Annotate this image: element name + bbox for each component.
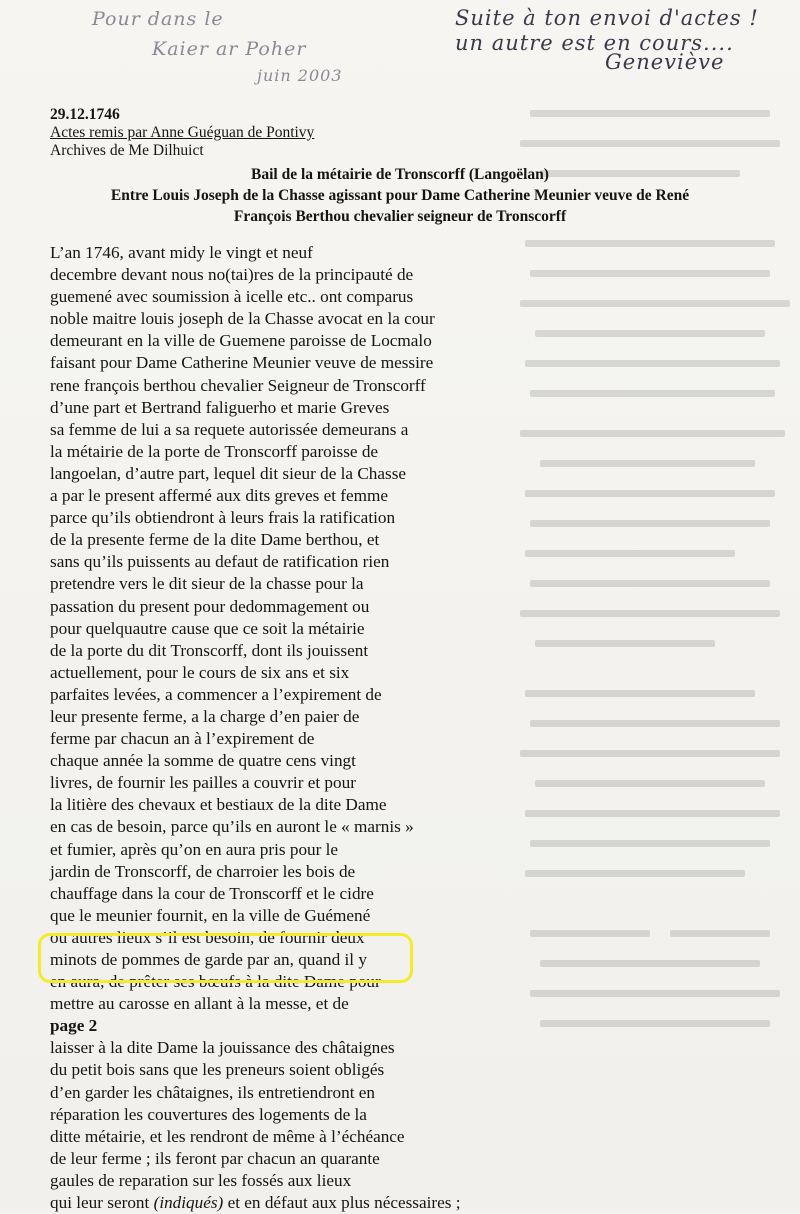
body-line: parfaites levées, a commencer a l’expirement de	[50, 684, 382, 704]
source-line: Actes remis par Anne Guéguan de Pontivy	[50, 124, 315, 141]
body-line: de la porte du dit Tronscorff, dont ils jouissent	[50, 640, 369, 660]
body-line: d’une part et Bertrand faliguerho et marie Greves	[50, 397, 390, 417]
document-body	[50, 242, 490, 1214]
body-line: pretendre vers le dit sieur de la chasse pour la	[50, 574, 364, 594]
body-line: minots de pommes de garde par an, quand il y	[50, 950, 367, 969]
body-line: demeurant en la ville de Guemene paroisse de Locmalo	[50, 331, 432, 351]
document-date: 29.12.1746	[50, 106, 120, 123]
body-line: leur presente ferme, a la charge d’en paier de	[50, 706, 360, 726]
body-line: la litière des chevaux et bestiaux de la dite Dame	[50, 795, 387, 815]
body-line: en cas de besoin, parce qu’ils en auront le « marnis »	[50, 817, 414, 837]
body-line: sans qu’ils puissents au defaut de ratification rien	[50, 552, 390, 572]
body-line: chaque année la somme de quatre cens vingt	[50, 751, 356, 771]
body-line: laisser à la dite Dame la jouissance des châtaignes	[50, 1038, 395, 1058]
body-line: en aura, de prêter ses bœufs à la dite Dame pour	[50, 972, 381, 992]
page-marker: page 2	[50, 1016, 98, 1036]
body-line: L’an 1746, avant midy le vingt et neuf	[50, 243, 313, 262]
title-line-3: François Berthou chevalier seigneur de Tronscorff	[233, 208, 567, 225]
handwritten-note-right: Suite à ton envoi d'actes ! un autre est en cours.... Geneviève	[455, 6, 759, 74]
body-line: de leur ferme ; ils feront par chacun an quarante	[50, 1148, 380, 1168]
body-line: la métairie de la porte de Tronscorff paroisse de	[50, 441, 379, 461]
body-line: réparation les couvertures des logements de la	[50, 1104, 367, 1124]
body-line: actuellement, pour le cours de six ans et six	[50, 662, 350, 682]
body-line: ferme par chacun an à l’expirement de	[50, 729, 315, 749]
document-header	[50, 106, 314, 160]
body-line: decembre devant nous no(tai)res de la principauté de	[50, 265, 414, 285]
body-line: ou autres lieux s’il est besoin, de fournir deux	[50, 927, 365, 947]
italic-word: (indiqués)	[153, 1193, 224, 1213]
body-line: faisant pour Dame Catherine Meunier veuve de messire	[50, 353, 434, 373]
body-line: du petit bois sans que les preneurs soient obligés	[50, 1060, 385, 1080]
body-line: rene françois berthou chevalier Seigneur de Tronscorff	[50, 375, 426, 395]
body-line: passation du present pour dedommagement ou	[50, 596, 370, 616]
body-line: noble maitre louis joseph de la Chasse avocat en la cour	[50, 309, 435, 329]
bleed-through-texture	[500, 100, 800, 1100]
body-line: chauffage dans la cour de Tronscorff et le cidre	[50, 883, 374, 903]
body-line: sa femme de lui a sa requete autorissée demeurans a	[50, 419, 409, 439]
title-line-1: Bail de la métairie de Tronscorff (Langoëlan)	[251, 166, 549, 183]
title-line-2: Entre Louis Joseph de la Chasse agissant pour Dame Catherine Meunier veuve de René	[110, 187, 690, 204]
body-line: d’en garder les châtaignes, ils entretiendront en	[50, 1082, 376, 1102]
body-line-last: qui leur seront (indiqués) et en défaut aux plus nécessaires ;	[50, 1193, 461, 1213]
body-line: gaules de reparation sur les fossés aux lieux	[50, 1170, 352, 1190]
body-line: parce qu’ils obtiendront à leurs frais la ratification	[50, 508, 396, 528]
body-line: guemené avec soumission à icelle etc.. ont comparus	[50, 287, 414, 307]
body-line: pour quelquautre cause que ce soit la métairie	[50, 618, 365, 638]
body-line: livres, de fournir les pailles a couvrir et pour	[50, 773, 356, 793]
highlight-box	[38, 933, 413, 983]
document-title	[40, 164, 760, 227]
body-line: ditte métairie, et les rendront de même à l’échéance	[50, 1126, 405, 1146]
body-line: de la presente ferme de la dite Dame berthou, et	[50, 530, 380, 550]
body-line: a par le present affermé aux dits greves et femme	[50, 486, 389, 506]
body-line: et fumier, après qu’on en aura pris pour le	[50, 839, 339, 859]
body-line: jardin de Tronscorff, de charroier les bois de	[50, 861, 356, 881]
body-line: langoelan, d’autre part, lequel dit sieur de la Chasse	[50, 463, 407, 483]
body-line: que le meunier fournit, en la ville de Guémené	[50, 905, 371, 925]
archives-line: Archives de Me Dilhuict	[50, 142, 204, 159]
handwritten-note-left: Pour dans le Kaier ar Poher juin 2003	[92, 8, 343, 85]
body-line: mettre au carosse en allant à la messe, et de	[50, 994, 349, 1014]
